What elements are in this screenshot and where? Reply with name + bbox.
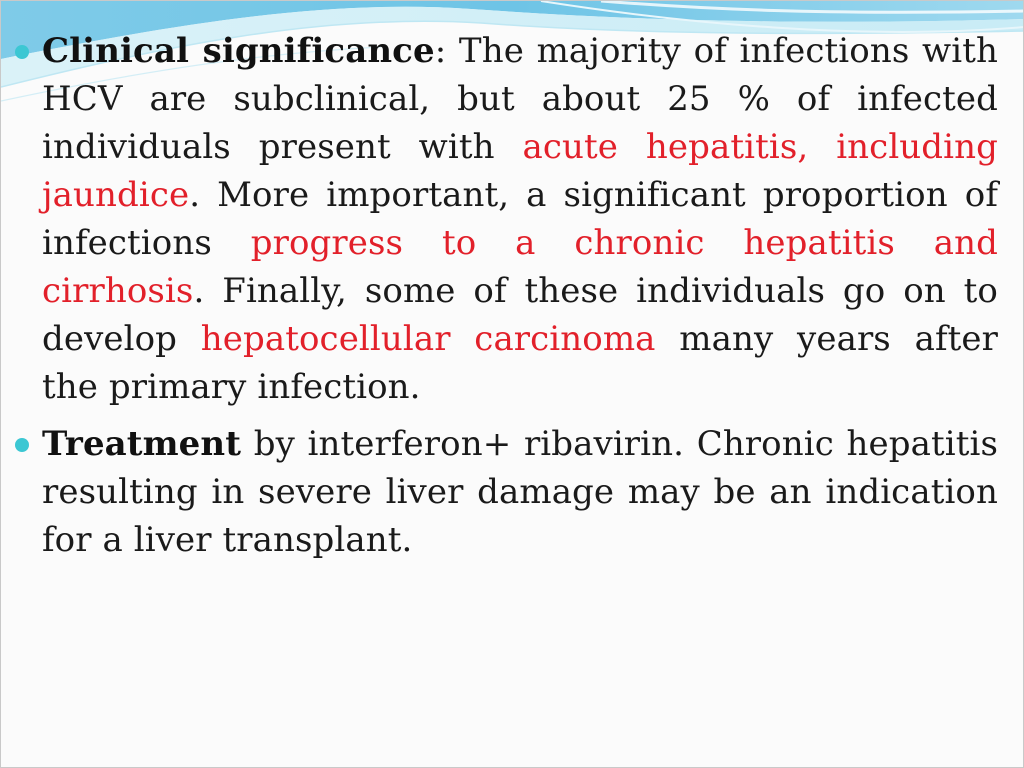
body-text: . More important, a significant proportion of infections [42,175,998,263]
term-treatment: Treatment [42,424,242,464]
bullet-clinical-significance [1,27,1024,411]
slide-content [1,27,1024,564]
highlight-acute-hepatitis: acute hepatitis, including jaundice [42,127,998,215]
highlight-chronic-hepatitis: progress to a chronic hepatitis and cirrhosis [42,223,999,311]
term-clinical-significance: Clinical significance [42,31,435,71]
body-text: by interferon+ ribavirin. Chronic hepatitis resulting in severe liver damage may be an indication for a liver transplant. [42,424,998,560]
highlight-carcinoma: hepatocellular carcinoma [200,319,656,359]
term-colon: : [434,31,447,71]
teal-bullet-icon [15,438,29,452]
body-text: The majority of infections with HCV are subclinical, but about 25 % of infected individuals present with [42,31,998,167]
body-text: . Finally, some of these individuals go on to develop [42,271,998,359]
body-text: many years after the primary infection. [42,319,998,407]
bullet-treatment [1,420,1024,564]
teal-bullet-icon [15,45,29,59]
